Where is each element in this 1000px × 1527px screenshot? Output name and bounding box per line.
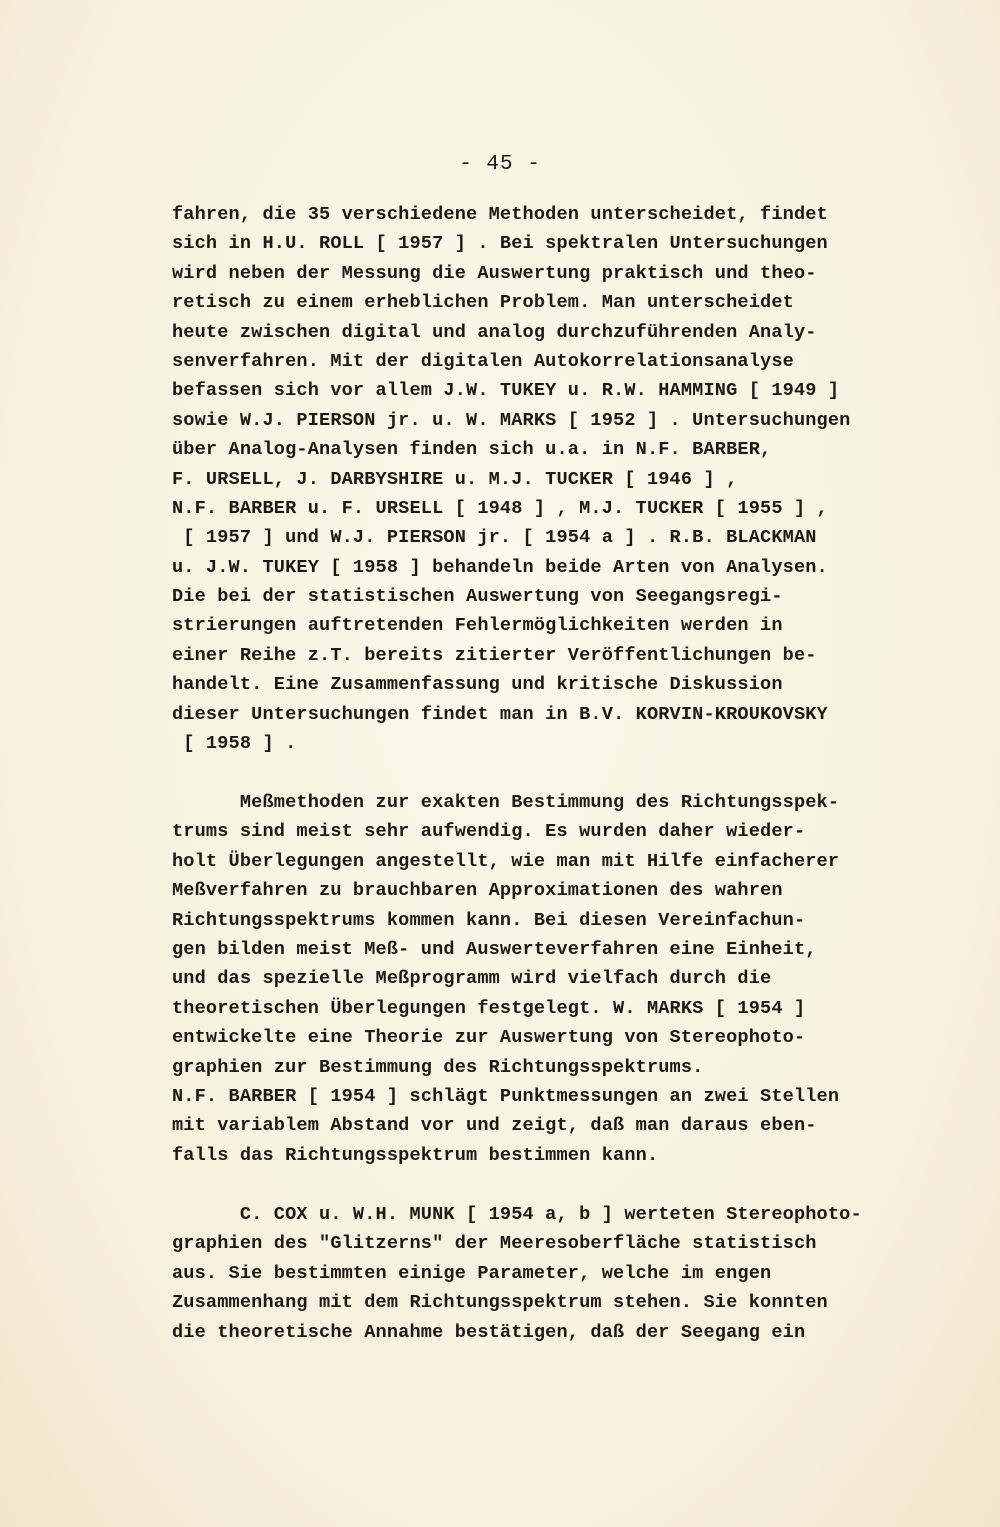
text-line: mit variablem Abstand vor und zeigt, daß man daraus eben- xyxy=(172,1115,817,1137)
text-line: [ 1957 ] und W.J. PIERSON jr. [ 1954 a ] . R.B. BLACKMAN xyxy=(172,527,817,549)
text-line: befassen sich vor allem J.W. TUKEY u. R.W. HAMMING [ 1949 ] xyxy=(172,380,840,402)
text-line: sowie W.J. PIERSON jr. u. W. MARKS [ 1952 ] . Untersuchungen xyxy=(172,409,851,431)
text-line: einer Reihe z.T. bereits zitierter Veröffentlichungen be- xyxy=(172,644,817,666)
paragraph-1 xyxy=(172,200,892,758)
paragraph-2 xyxy=(172,788,892,1170)
text-line: Meßmethoden zur exakten Bestimmung des Richtungsspek- xyxy=(172,792,840,813)
text-line: graphien des "Glitzerns" der Meeresoberfläche statistisch xyxy=(172,1233,817,1255)
text-line: N.F. BARBER [ 1954 ] schlägt Punktmessungen an zwei Stellen xyxy=(172,1085,840,1107)
paragraph-3 xyxy=(172,1200,892,1347)
text-line: u. J.W. TUKEY [ 1958 ] behandeln beide Arten von Analysen. xyxy=(172,556,828,578)
text-line: dieser Untersuchungen findet man in B.V. KORVIN-KROUKOVSKY xyxy=(172,703,828,725)
text-line: falls das Richtungsspektrum bestimmen kann. xyxy=(172,1144,659,1166)
text-line: Die bei der statistischen Auswertung von Seegangsregi- xyxy=(172,586,783,608)
text-line: wird neben der Messung die Auswertung praktisch und theo- xyxy=(172,262,817,284)
text-line: N.F. BARBER u. F. URSELL [ 1948 ] , M.J. TUCKER [ 1955 ] , xyxy=(172,497,828,519)
text-line: retisch zu einem erheblichen Problem. Man unterscheidet xyxy=(172,292,794,314)
text-line: fahren, die 35 verschiedene Methoden unterscheidet, findet xyxy=(172,204,828,225)
text-line: F. URSELL, J. DARBYSHIRE u. M.J. TUCKER [ 1946 ] , xyxy=(172,468,738,490)
text-line: handelt. Eine Zusammenfassung und kritische Diskussion xyxy=(172,674,783,696)
text-line: und das spezielle Meßprogramm wird vielfach durch die xyxy=(172,968,772,990)
text-line: sich in H.U. ROLL [ 1957 ] . Bei spektralen Untersuchungen xyxy=(172,233,828,255)
text-line: [ 1958 ] . xyxy=(172,733,297,755)
text-line: Meßverfahren zu brauchbaren Approximationen des wahren xyxy=(172,880,783,902)
text-line: holt Überlegungen angestellt, wie man mit Hilfe einfacherer xyxy=(172,850,840,872)
page-number: - 45 - xyxy=(459,153,541,176)
text-line: trums sind meist sehr aufwendig. Es wurden daher wieder- xyxy=(172,821,806,843)
text-line: Zusammenhang mit dem Richtungsspektrum stehen. Sie konnten xyxy=(172,1292,828,1314)
text-line: senverfahren. Mit der digitalen Autokorrelationsanalyse xyxy=(172,350,794,372)
text-line: gen bilden meist Meß- und Auswerteverfahren eine Einheit, xyxy=(172,938,817,960)
text-line: Richtungsspektrums kommen kann. Bei diesen Vereinfachun- xyxy=(172,909,806,931)
text-line: entwickelte eine Theorie zur Auswertung von Stereophoto- xyxy=(172,1027,806,1049)
text-line: graphien zur Bestimmung des Richtungsspektrums. xyxy=(172,1056,704,1078)
text-line: aus. Sie bestimmten einige Parameter, welche im engen xyxy=(172,1262,772,1284)
text-line: theoretischen Überlegungen festgelegt. W. MARKS [ 1954 ] xyxy=(172,997,806,1019)
text-line: über Analog-Analysen finden sich u.a. in N.F. BARBER, xyxy=(172,439,772,461)
text-line: strierungen auftretenden Fehlermöglichkeiten werden in xyxy=(172,615,783,637)
text-line: heute zwischen digital und analog durchzuführenden Analy- xyxy=(172,321,817,343)
text-line: die theoretische Annahme bestätigen, daß der Seegang ein xyxy=(172,1321,806,1343)
text-line: C. COX u. W.H. MUNK [ 1954 a, b ] werteten Stereophoto- xyxy=(172,1204,862,1225)
